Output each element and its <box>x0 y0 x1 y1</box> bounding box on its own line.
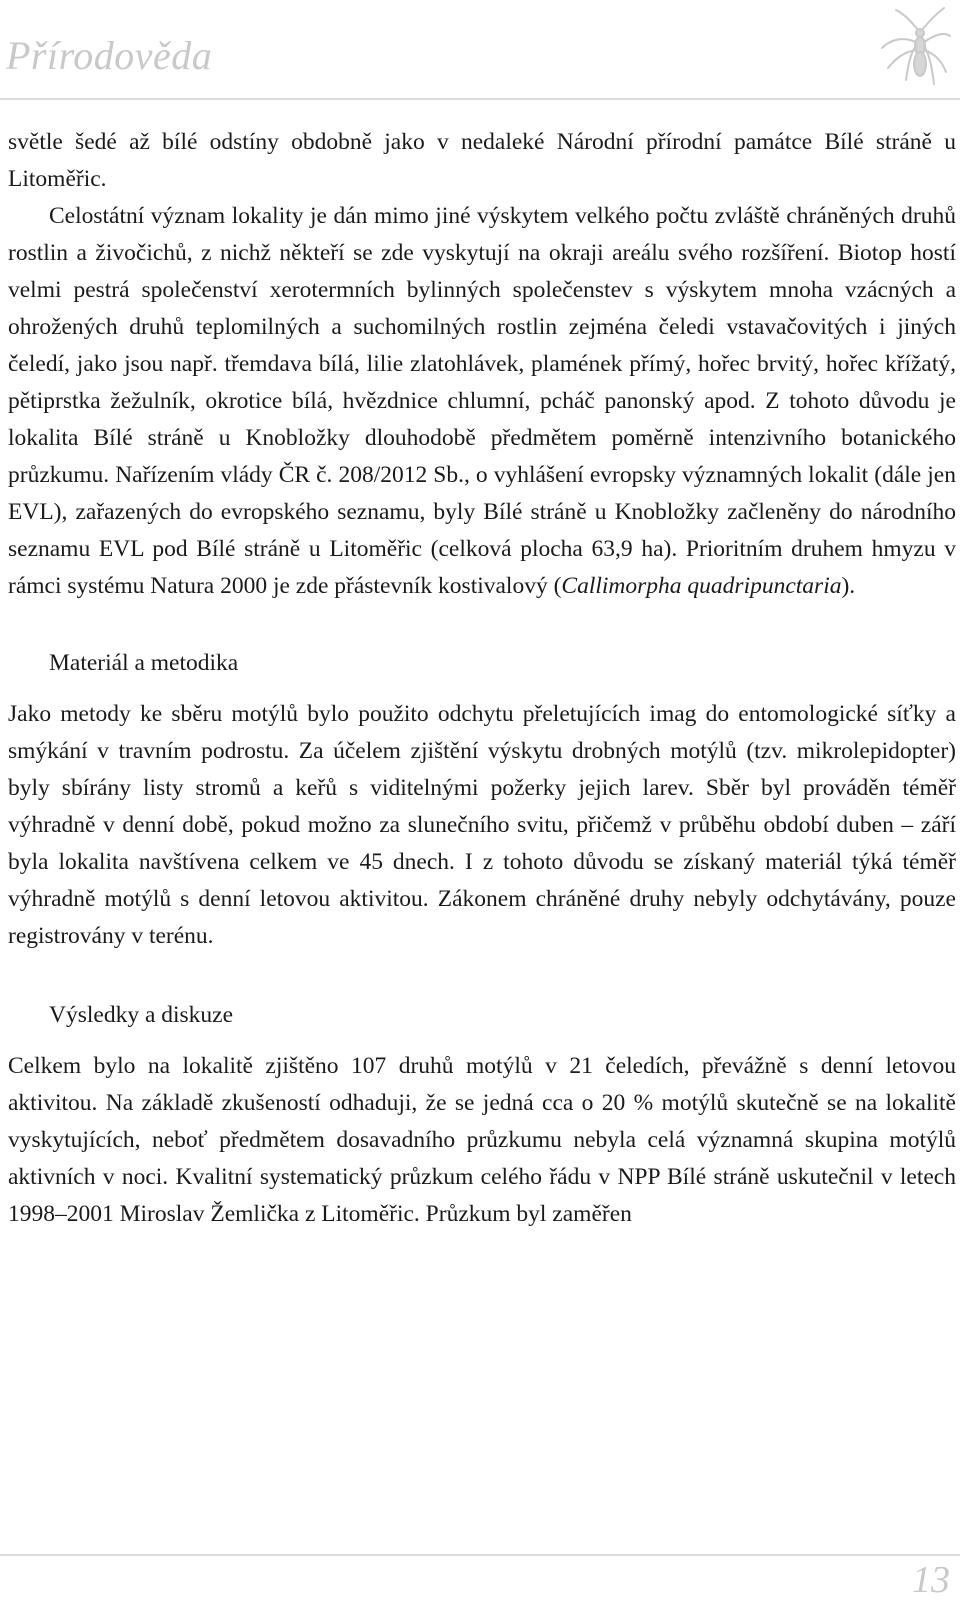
paragraph-results: Celkem bylo na lokalitě zjištěno 107 druhů motýlů v 21 čeledích, převážně s denní letovou aktivitou. Na základě zkušeností odhaduji, že se jedná cca o 20 % motýlů skutečně se na lokalitě vyskytujících, neboť předmětem dosavadního průzkumu nebyla celá významná skupina motýlů aktivních v noci. Kvalitní systematický průzkum celého řádu v NPP Bílé stráně uskutečnil v letech 1998–2001 Miroslav Žemlička z Litoměřic. Průzkum byl zaměřen <box>8 1053 956 1227</box>
header-rule <box>0 98 960 100</box>
footer-rule <box>0 1554 960 1556</box>
running-header-title: Přírodověda <box>6 33 213 78</box>
paragraph-methods: Jako metody ke sběru motýlů bylo použito odchytu přeletujících imag do entomologické síťky a smýkání v travním podrostu. Za účelem zjištění výskytu drobných motýlů (tzv. mikrolepidopter) byly sbírány listy stromů a keřů s viditelnými požerky jejich larev. Sběr byl prováděn téměř výhradně v denní době, pokud možno za slunečního svitu, přičemž v průběhu období duben – září byla lokalita navštívena celkem ve 45 dnech. I z tohoto důvodu se získaný materiál týká téměř výhradně motýlů s denní letovou aktivitou. Zákonem chráněné druhy nebyly odchytávány, pouze registrovány v terénu. <box>8 701 956 949</box>
section-heading-results: Výsledky a diskuze <box>49 1002 234 1028</box>
paragraph-text: Celostátní význam lokality je dán mimo jiné výskytem velkého počtu zvláště chráněných druhů rostlin a živočichů, z nichž někteří se zde vyskytují na okraji areálu svého rozšíření. Biotop hostí velmi pestrá společenství xerotermních bylinných společenstev s výskytem mnoha vzácných a ohrožených druhů teplomilných a suchomilných rostlin zejména čeledi vstavačovitých i jiných čeledí, jako jsou např. třemdava bílá, lilie zlatohlávek, plamének přímý, hořec brvitý, hořec křížatý, pětiprstka žežulník, okrotice bílá, hvězdnice chlumní, pcháč panonský apod. Z tohoto důvodu je lokalita Bílé stráně u Knobložky dlouhodobě předmětem poměrně intenzivního botanického průzkumu. Nařízením vlády ČR č. 208/2012 Sb., o vyhlášení evropsky významných lokalit (dále jen EVL), zařazených do evropského seznamu, byly Bílé stráně u Knobložky začleněny do národního seznamu EVL pod Bílé stráně u Litoměřic (celková plocha 63,9 ha). Prioritním druhem hmyzu v rámci systému Natura 2000 je zde přástevník kostivalový ( <box>8 203 956 599</box>
paragraph-text-end: ). <box>841 573 856 599</box>
insect-icon <box>880 6 952 88</box>
page-number: 13 <box>912 1559 950 1601</box>
page-content <box>8 124 956 1233</box>
section-heading-methods: Materiál a metodika <box>49 650 239 676</box>
paragraph-significance <box>8 198 956 605</box>
species-name: Callimorpha quadripunctaria <box>561 573 842 599</box>
paragraph-continued: světle šedé až bílé odstíny obdobně jako v nedaleké Národní přírodní památce Bílé stráně u Litoměřic. <box>8 129 956 192</box>
